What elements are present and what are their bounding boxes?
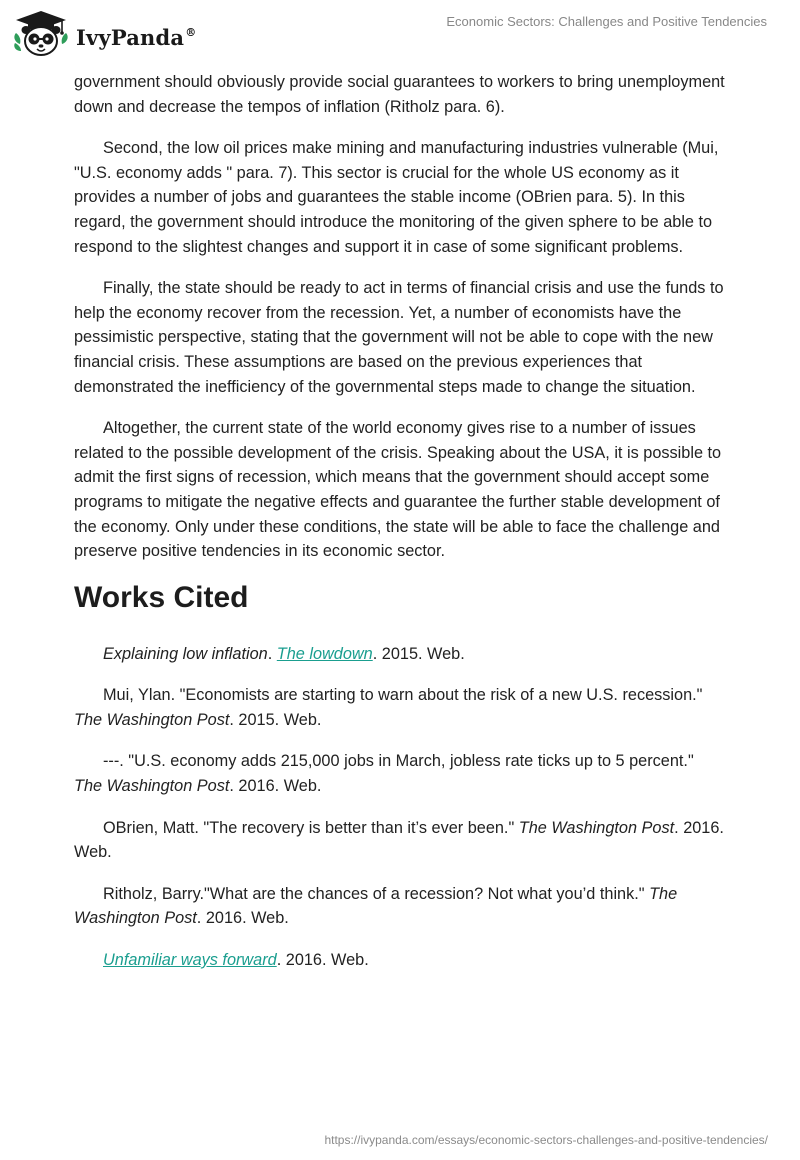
citation-title: Explaining low inflation [103,644,268,663]
body-paragraph: Altogether, the current state of the world economy gives rise to a number of issues related to the possible development of the crisis. Speaking about the USA, it is possible to admit the first signs of recession, which means that the government should accept some programs to mitigate the negative effects and guarantee the further stable development of the economy. Only under these conditions, the state will be able to face the challenge and preserve positive tendencies in its economic sector. [74,419,722,561]
citation-entry: OBrien, Matt. "The recovery is better than it’s ever been." The Washington Post. 2016. Web. [74,818,724,862]
ivypanda-logo[interactable] [12,8,196,65]
citation-entry: Unfamiliar ways forward. 2016. Web. [103,951,369,970]
citation-publication: The Washington Post [74,884,678,928]
body-paragraph: Second, the low oil prices make mining and manufacturing industries vulnerable (Mui, "U.S. economy adds " para. 7). This sector is crucial for the whole US economy as it provides a number of jobs and guarantees the stable income (OBrien para. 5). In this regard, the government should introduce the monitoring of the given sphere to be able to respond to the slightest changes and support it in case of some significant problems. [74,139,719,256]
source-url[interactable]: https://ivypanda.com/essays/economic-sectors-challenges-and-positive-tendencies/ [324,1133,768,1147]
document-title: Economic Sectors: Challenges and Positive Tendencies [446,14,767,29]
citation-publication: The Washington Post [518,818,675,837]
citation-entry: Mui, Ylan. "Economists are starting to warn about the risk of a new U.S. recession." The Washington Post. 2015. Web. [74,686,703,729]
body-paragraph: government should obviously provide social guarantees to workers to bring unemployment down and decrease the tempos of inflation (Ritholz para. 6). [74,73,725,116]
citation-link[interactable]: The lowdown [276,644,373,663]
citation-link[interactable]: Unfamiliar ways forward [103,951,277,970]
panda-graduate-icon [12,8,70,65]
citation-publication: The Washington Post [74,710,230,729]
brand-name: IvyPanda® [76,25,197,50]
citation-entry: Ritholz, Barry."What are the chances of a recession? Not what you’d think." The Washington Post. 2016. Web. [74,884,678,928]
citation-entry: Explaining low inflation. The lowdown. 2015. Web. [103,644,465,663]
works-cited-heading: Works Cited [74,580,249,614]
citation-publication: The Washington Post [74,777,230,796]
essay-content [74,70,726,990]
body-paragraph: Finally, the state should be ready to act in terms of financial crisis and use the funds to help the economy recover from the recession. Yet, a number of economists have the pessimistic perspective, stating that the government will not be able to cope with the new financial crisis. These assumptions are based on the previous experiences that demonstrated the inefficiency of the governmental steps made to change the situation. [74,279,724,396]
page-header [0,0,800,70]
citation-entry: ---. "U.S. economy adds 215,000 jobs in March, jobless rate ticks up to 5 percent." The Washington Post. 2016. Web. [74,752,694,796]
